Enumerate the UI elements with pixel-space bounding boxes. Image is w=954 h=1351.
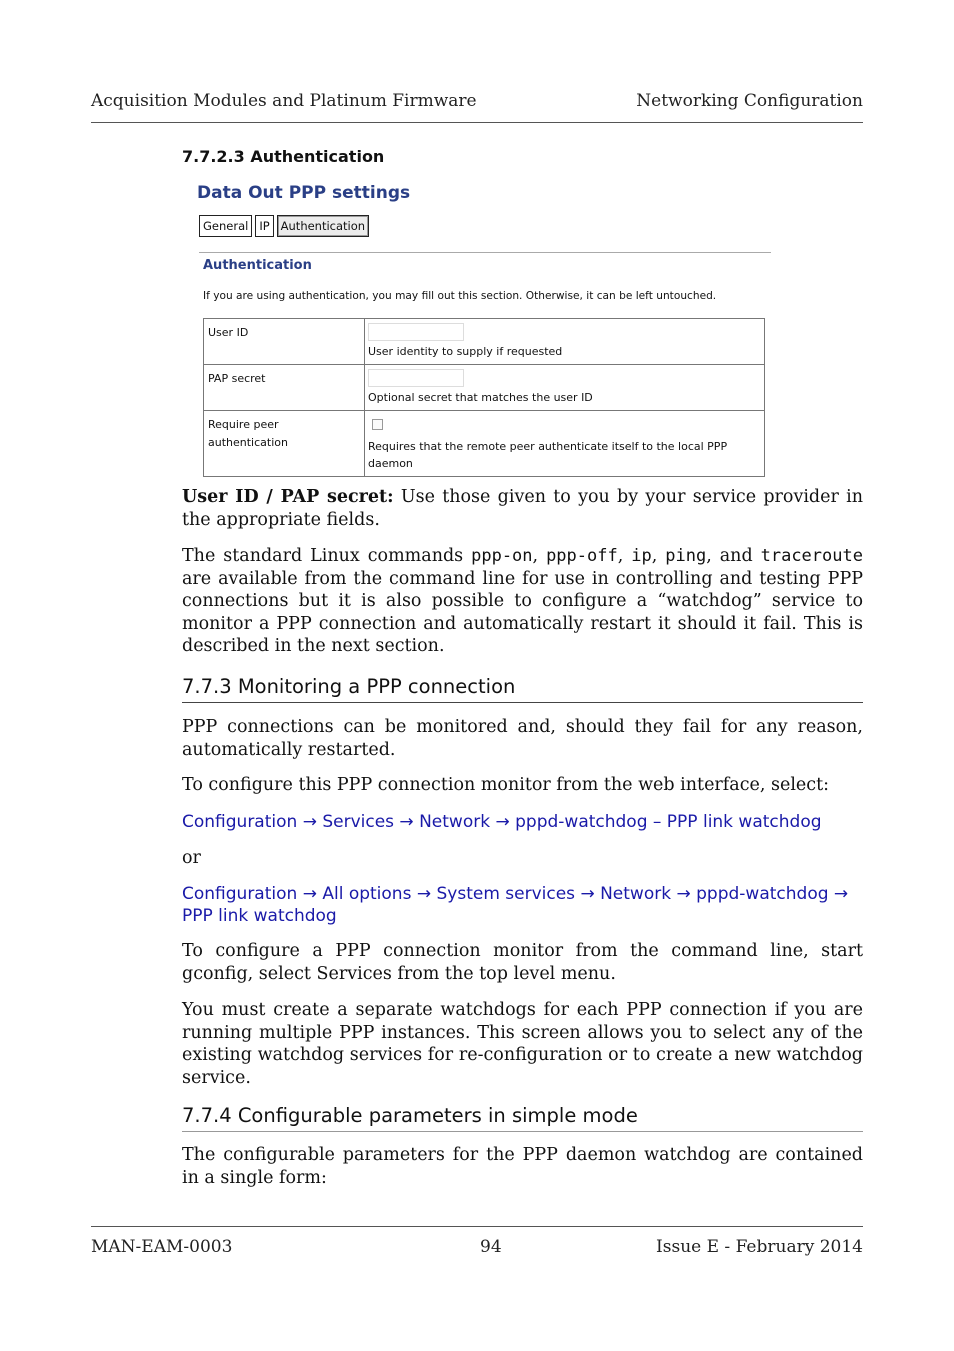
user-id-hint: User identity to supply if requested <box>368 345 563 358</box>
section-rule <box>182 702 863 703</box>
section-rule <box>182 1131 863 1132</box>
footer-issue: Issue E - February 2014 <box>656 1237 863 1257</box>
tab-general[interactable]: General <box>199 215 252 237</box>
command-ping: ping <box>665 546 707 566</box>
require-peer-label-line2: authentication <box>208 436 288 449</box>
or-text: or <box>182 848 201 868</box>
text: are available from the command line for use in controlling and testing PPP connections but it is also possible to configure a “watchdog” service to monitor a PPP connection and automatically restart it should it fail. This is described in the next section. <box>182 568 863 656</box>
pap-secret-hint: Optional secret that matches the user ID <box>368 391 593 404</box>
form-row-require-peer-auth <box>204 411 765 477</box>
header-section: Networking Configuration <box>636 91 863 111</box>
settings-title: Data Out PPP settings <box>197 183 411 203</box>
tab-authentication[interactable]: Authentication <box>277 215 369 237</box>
user-id-label: User ID <box>204 319 365 365</box>
command-traceroute: traceroute <box>760 546 863 566</box>
form-row-user-id <box>204 319 765 365</box>
authentication-intro: If you are using authentication, you may fill out this section. Otherwise, it can be left untouched. <box>203 290 717 302</box>
user-id-input[interactable] <box>368 323 464 341</box>
footer-page-number: 94 <box>480 1237 502 1257</box>
footer-rule <box>91 1226 863 1227</box>
authentication-section-title: Authentication <box>203 258 312 273</box>
paragraph-credentials <box>182 486 863 531</box>
paragraph-web-interface: To configure this PPP connection monitor from the web interface, select: <box>182 775 830 795</box>
require-peer-auth-checkbox[interactable] <box>372 419 383 430</box>
command-ppp-on: ppp-on <box>471 546 533 566</box>
section-heading-simple-mode: 7.7.4 Configurable parameters in simple mode <box>182 1104 638 1127</box>
command-ip: ip <box>631 546 652 566</box>
text: , <box>532 546 547 566</box>
settings-tabs <box>199 215 369 237</box>
paragraph-monitoring: PPP connections can be monitored and, should they fail for any reason, automatically restarted. <box>182 717 863 760</box>
paragraph-linux-commands <box>182 545 863 658</box>
pap-secret-label: PAP secret <box>204 365 365 411</box>
footer-document-id: MAN-EAM-0003 <box>91 1237 233 1257</box>
credentials-term: User ID / PAP secret: <box>182 487 394 507</box>
paragraph-configurable-parameters: The configurable parameters for the PPP daemon watchdog are contained in a single form: <box>182 1145 863 1188</box>
text: The standard Linux commands <box>182 546 472 566</box>
settings-divider <box>199 252 771 253</box>
text: , <box>651 546 666 566</box>
require-peer-hint-line2: daemon <box>368 457 413 470</box>
menu-path-all-options-line1: Configuration → All options → System services → Network → pppd-watchdog → <box>182 884 849 904</box>
menu-path-services: Configuration → Services → Network → pppd-watchdog – PPP link watchdog <box>182 812 822 832</box>
text: , <box>617 546 632 566</box>
section-heading-monitoring: 7.7.3 Monitoring a PPP connection <box>182 675 516 698</box>
header-title: Acquisition Modules and Platinum Firmware <box>91 91 477 111</box>
menu-path-all-options-line2: PPP link watchdog <box>182 906 337 926</box>
header-rule <box>91 122 863 123</box>
pap-secret-input[interactable] <box>368 369 464 387</box>
subsection-heading: 7.7.2.3 Authentication <box>182 147 385 166</box>
tab-ip[interactable]: IP <box>255 215 273 237</box>
form-row-pap-secret <box>204 365 765 411</box>
credentials-text: Use those given to you by your service provider in the appropriate fields. <box>182 487 863 530</box>
paragraph-multiple-instances: You must create a separate watchdogs for each PPP connection if you are running multiple PPP instances. This screen allows you to select any of the existing watchdog services for re-configuration or to create a new watchdog service. <box>182 1000 863 1088</box>
paragraph-command-line: To configure a PPP connection monitor from the command line, start gconfig, select Services from the top level menu. <box>182 941 863 984</box>
require-peer-label-line1: Require peer <box>208 418 279 431</box>
command-ppp-off: ppp-off <box>546 546 618 566</box>
authentication-form <box>203 318 765 477</box>
require-peer-hint-line1: Requires that the remote peer authenticate itself to the local PPP <box>368 440 728 453</box>
text: , and <box>706 546 761 566</box>
